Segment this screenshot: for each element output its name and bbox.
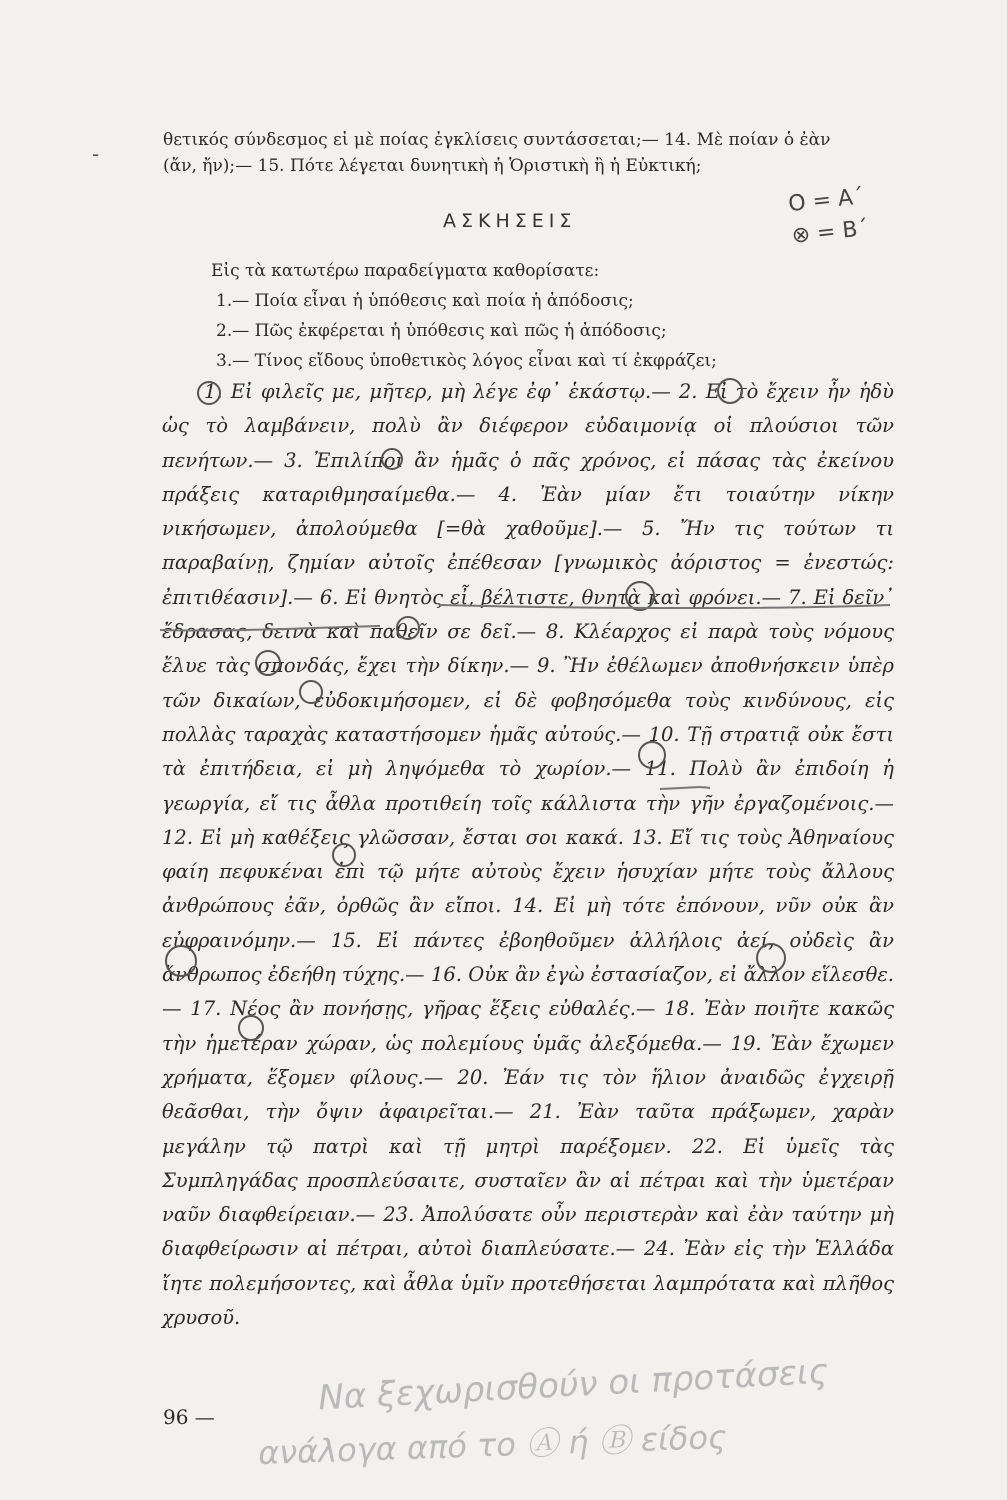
intro-text [163, 127, 903, 179]
instruction-item: 2.— Πῶς ἐκφέρεται ἡ ὑπόθεσις καὶ πῶς ἡ ἀπόδοσις; [216, 321, 667, 341]
legend-line: ⊗ = B΄ [790, 215, 870, 249]
section-heading: ΑΣΚΗΣΕΙΣ [443, 210, 577, 232]
instruction-item: 1.— Ποία εἶναι ἡ ὑπόθεσις καὶ ποία ἡ ἀπόδοσις; [216, 291, 634, 311]
instruction-item: 3.— Τίνος εἴδους ὑποθετικὸς λόγος εἶναι καὶ τί ἐκφράζει; [216, 351, 717, 371]
handwritten-note: Να ξεχωρισθούν οι προτάσεις [317, 1351, 830, 1419]
margin-mark: ‐ [92, 142, 100, 166]
legend-line: O = A΄ [787, 184, 866, 218]
handwritten-note: ανάλογα από το Ⓐ ή Ⓑ είδος [257, 1417, 728, 1473]
instructions-lead: Εἰς τὰ κατωτέρω παραδείγματα καθορίσατε: [211, 261, 600, 281]
intro-line: θετικός σύνδεσμος εἰ μὲ ποίας ἐγκλίσεις συντάσσεται;— 14. Μὲ ποίαν ὁ ἐὰν [163, 130, 831, 150]
page-number: 96 — [163, 1405, 215, 1429]
exercise-text: 1. Εἰ φιλεῖς με, μῆτερ, μὴ λέγε ἐφ᾽ ἑκάστῳ.— 2. Εἰ τὸ ἔχειν ἦν ἡδὺ ὡς τὸ λαμβάνειν, πολὺ ἂν διέφερον εὐδαιμονίᾳ οἱ πλούσιοι τῶν πενήτων.— 3. Ἐπιλίποι ἂν ἡμᾶς ὁ πᾶς χρόνος, εἰ πάσας τὰς ἐκείνου πράξεις καταριθμησαίμεθα.— 4. Ἐὰν μίαν ἔτι τοιαύτην νίκην νικήσωμεν, ἀπολούμεθα [=θὰ χαθοῦμε].— 5. Ἤν τις τούτων τι παραβαίνῃ, ζημίαν αὐτοῖς ἐπέθεσαν [γνωμικὸς ἀόριστος = ἐνεστώς: ἐπιτιθέασιν].— 6. Εἰ θνητὸς εἶ, βέλτιστε, θνητὰ καὶ φρόνει.— 7. Εἰ δεῖν᾽ ἔδρασας, δεινὰ καὶ παθεῖν σε δεῖ.— 8. Κλέαρχος εἰ παρὰ τοὺς νόμους ἔλυε τὰς σπονδάς, ἔχει τὴν δίκην.— 9. Ἢν ἐθέλωμεν ἀποθνήσκειν ὑπὲρ τῶν δικαίων, εὐδοκιμήσομεν, εἰ δὲ φοβησόμεθα τοὺς κινδύνους, εἰς πολλὰς ταραχὰς καταστήσομεν ἡμᾶς αὐτούς.— 10. Τῇ στρατιᾷ οὐκ ἔστι τὰ ἐπιτήδεια, εἰ μὴ ληψόμεθα τὸ χωρίον.— 11. Πολὺ ἂν ἐπιδοίη ἡ γεωργία, εἴ τις ἆθλα προτιθείη τοῖς κάλλιστα τὴν γῆν ἐργαζομένοις.— 12. Εἰ μὴ καθέξεις γλῶσσαν, ἔσται σοι κακά. 13. Εἴ τις τοὺς Ἀθηναίους φαίη πεφυκέναι ἐπὶ τῷ μήτε αὐτοὺς ἔχειν ἡσυχίαν μήτε τοὺς ἄλλους ἀνθρώπους ἐᾶν, ὀρθῶς ἂν εἴποι. 14. Εἰ μὴ τότε ἐπόνουν, νῦν οὐκ ἂν εὐφραινόμην.— 15. Εἰ πάντες ἐβοηθοῦμεν ἀλλήλοις ἀεί, οὐδεὶς ἂν ἄνθρωπος ἐδεήθη τύχης.— 16. Οὐκ ἂν ἐγὼ ἐστασίαζον, εἰ ἄλλον εἵλεσθε.— 17. Νέος ἂν πονήσῃς, γῆρας ἕξεις εὐθαλές.— 18. Ἐὰν ποιῆτε κακῶς τὴν ἡμετέραν χώραν, ὡς πολεμίους ὑμᾶς ἀλεξόμεθα.— 19. Ἐὰν ἔχωμεν χρήματα, ἕξομεν φίλους.— 20. Ἐάν τις τὸν ἥλιον ἀναιδῶς ἐγχειρῇ θεᾶσθαι, τὴν ὄψιν ἀφαιρεῖται.— 21. Ἐὰν ταῦτα πράξωμεν, χαρὰν μεγάλην τῷ πατρὶ καὶ τῇ μητρὶ παρέξομεν. 22. Εἰ ὑμεῖς τὰς Συμπληγάδας προσπλεύσαιτε, συσταῖεν ἂν αἱ πέτραι καὶ τὴν ὑμετέραν ναῦν διαφθείρειαν.— 23. Ἀπολύσατε οὖν περιστερὰν καὶ ἐὰν ταύτην μὴ διαφθείρωσιν αἱ πέτραι, αὐτοὶ διαπλεύσατε.— 24. Ἐὰν εἰς τὴν Ἑλλάδα ἴητε πολεμήσοντες, καὶ ἆθλα ὑμῖν προτεθήσεται λαμπρότατα καὶ πλῆθος χρυσοῦ. [162, 380, 894, 1330]
intro-line: (ἄν, ἤν);— 15. Πότε λέγεται δυνητικὴ ἡ Ὁριστικὴ ἢ ἡ Εὐκτική; [163, 156, 702, 176]
handwritten-legend [787, 181, 870, 253]
instructions [211, 256, 911, 376]
